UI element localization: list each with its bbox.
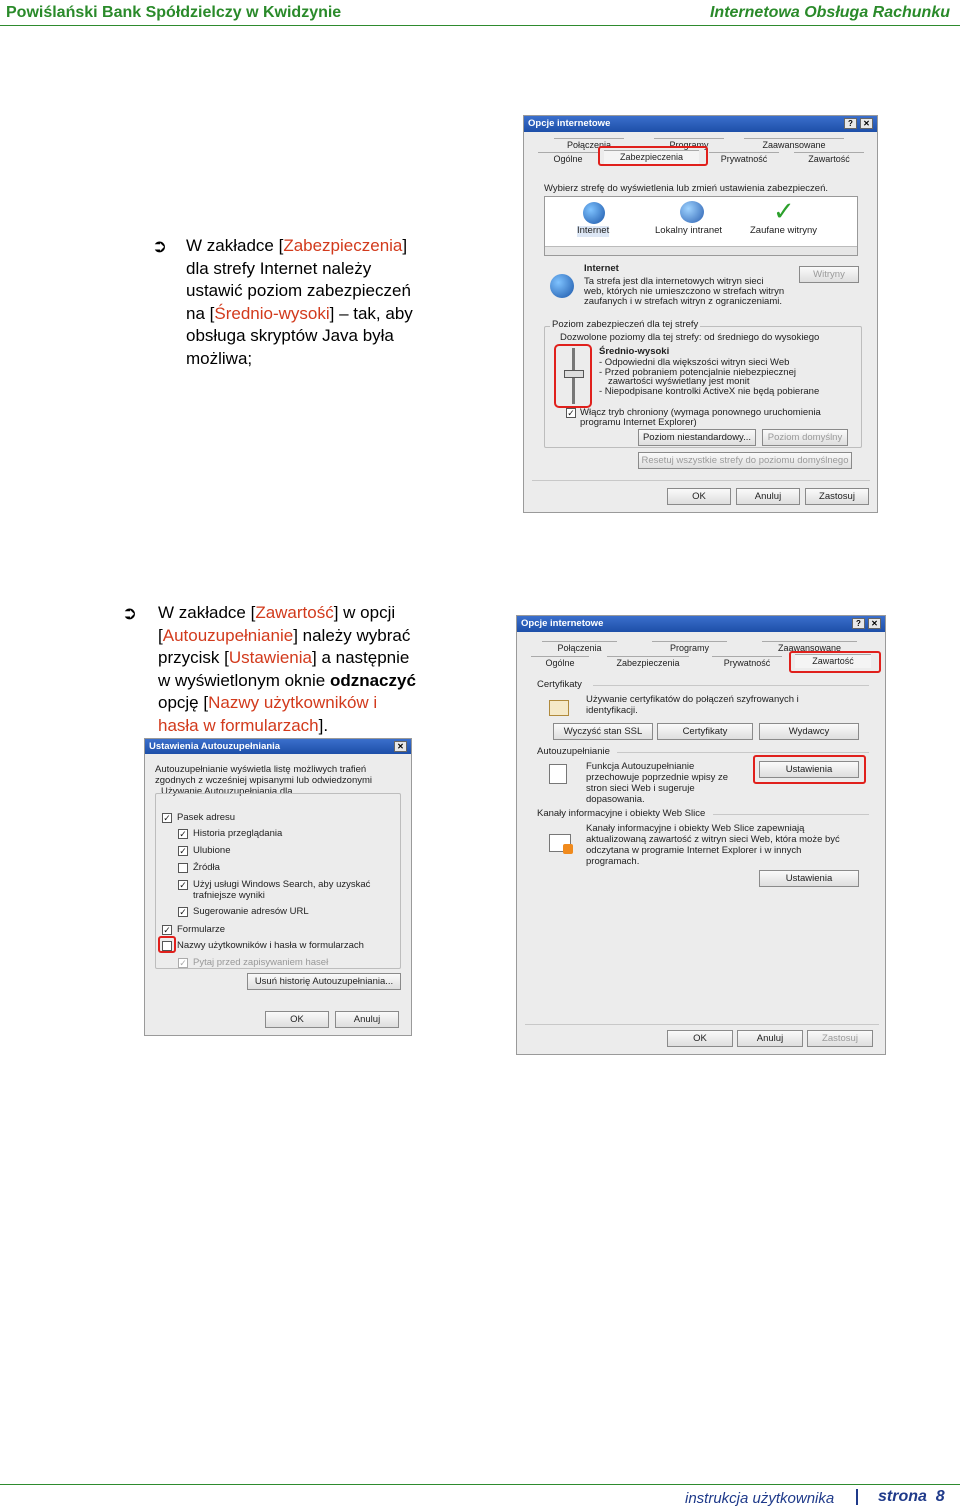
document-title: Internetowa Obsługa Rachunku bbox=[709, 4, 950, 21]
address-bar-label: Pasek adresu bbox=[177, 812, 236, 823]
internet-options-security-dialog bbox=[523, 115, 878, 513]
scrollbar[interactable] bbox=[545, 246, 857, 255]
protected-mode-2: programu Internet Explorer) bbox=[580, 417, 697, 428]
line: obsługa skryptów Java była bbox=[186, 326, 394, 345]
allowed-levels: Dozwolone poziomy dla tej strefy: od średniego do wysokiego bbox=[560, 332, 820, 343]
suggest-urls-label: Sugerowanie adresów URL bbox=[193, 906, 309, 917]
tab-general[interactable]: Ogólne bbox=[538, 152, 598, 166]
autocomplete-ref: Autouzupełnianie bbox=[162, 625, 294, 645]
sources-label: Źródła bbox=[193, 862, 220, 873]
line: dla strefy Internet należy bbox=[186, 258, 372, 278]
certificates-button[interactable]: Certyfikaty bbox=[657, 723, 753, 740]
ok-button[interactable]: OK bbox=[667, 488, 731, 505]
line: na [Średnio-wysoki] – tak, aby bbox=[186, 303, 413, 323]
use-for-label: Używanie Autouzupełniania dla bbox=[161, 786, 293, 797]
line: możliwa; bbox=[186, 348, 253, 368]
ask-save-label: Pytaj przed zapisywaniem haseł bbox=[193, 957, 329, 968]
ok-button[interactable]: OK bbox=[667, 1030, 733, 1047]
level-desc-1: - Odpowiedni dla większości witryn sieci Web bbox=[599, 357, 790, 368]
sources-checkbox[interactable] bbox=[178, 863, 188, 873]
tab-content[interactable]: Zawartość bbox=[794, 152, 864, 166]
title-bar: Ustawienia Autouzupełniania ✕ bbox=[145, 739, 411, 754]
autocomplete-desc-1: Funkcja Autouzupełnianie bbox=[586, 761, 695, 772]
feeds-desc-4: programach. bbox=[586, 856, 640, 867]
page-header bbox=[0, 0, 960, 26]
user-names-label: Nazwy użytkowników i hasła w formularzach bbox=[177, 940, 364, 951]
cert-group-title: Certyfikaty bbox=[537, 679, 582, 690]
tab-advanced[interactable]: Zaawansowane bbox=[744, 138, 844, 152]
windows-search-label-2: trafniejsze wyniki bbox=[193, 890, 265, 901]
favorites-label: Ulubione bbox=[193, 845, 231, 856]
line: W zakładce [Zawartość] w opcji bbox=[158, 603, 396, 622]
apply-button[interactable]: Zastosuj bbox=[807, 1030, 873, 1047]
feeds-desc-1: Kanały informacyjne i obiekty Web Slice zapewniają bbox=[586, 823, 805, 834]
windows-search-label-1: Użyj usługi Windows Search, aby uzyskać bbox=[193, 879, 371, 890]
level-desc-3: zawartości wyświetlany jest monit bbox=[608, 376, 750, 387]
content-tab-ref: Zawartość bbox=[255, 603, 334, 622]
zone-desc-2: web, których nie umieszczono w strefach witryn bbox=[584, 286, 785, 297]
line: ustawić poziom zabezpieczeń bbox=[186, 281, 411, 300]
tab-content[interactable]: Zawartość bbox=[795, 654, 871, 668]
highlight-security-tab bbox=[598, 146, 708, 166]
autocomplete-desc-4: dopasowania. bbox=[586, 794, 645, 805]
zone-title: Internet bbox=[584, 263, 619, 274]
feeds-desc-2: aktualizowaną zawartość z witryn sieci Web, która może być bbox=[586, 834, 840, 845]
history-label: Historia przeglądania bbox=[193, 828, 283, 839]
divider bbox=[532, 480, 870, 481]
zone-intranet[interactable]: Lokalny intranet bbox=[655, 225, 723, 236]
highlight-settings-button bbox=[753, 755, 866, 784]
page-footer bbox=[0, 1484, 960, 1507]
level-ref: Średnio-wysoki bbox=[214, 303, 330, 323]
line: W zakładce [Zabezpieczenia] bbox=[186, 236, 408, 255]
desc-1: Autouzupełnianie wyświetla listę możliwych trafień bbox=[155, 764, 367, 775]
divider bbox=[525, 1024, 879, 1025]
divider bbox=[713, 814, 869, 815]
line: w wyświetlonym oknie odznaczyć bbox=[158, 670, 416, 690]
zone-trusted[interactable]: Zaufane witryny bbox=[750, 225, 818, 236]
close-button[interactable]: ✕ bbox=[868, 618, 881, 629]
arrow-circle-icon: ➲ bbox=[122, 603, 138, 623]
cert-desc-2: identyfikacji. bbox=[586, 705, 638, 716]
cancel-button[interactable]: Anuluj bbox=[736, 488, 800, 505]
highlight-slider bbox=[554, 344, 592, 408]
autocomplete-icon bbox=[549, 764, 567, 784]
arrow-circle-icon: ➲ bbox=[152, 236, 168, 256]
zone-desc-3: zaufanych i w strefach witryn z ograniczeniami. bbox=[584, 296, 782, 307]
level-name: Średnio-wysoki bbox=[599, 346, 670, 357]
delete-history-button[interactable]: Usuń historię Autouzupełniania... bbox=[247, 973, 401, 990]
tab-programs[interactable]: Programy bbox=[654, 138, 724, 152]
custom-level-button[interactable]: Poziom niestandardowy... bbox=[638, 429, 756, 446]
forms-label: Formularze bbox=[177, 924, 226, 935]
autocomplete-settings-button[interactable]: Ustawienia bbox=[759, 761, 859, 778]
publishers-button[interactable]: Wydawcy bbox=[759, 723, 859, 740]
settings-ref: Ustawienia bbox=[228, 648, 312, 667]
line: opcję [Nazwy użytkowników i bbox=[158, 693, 378, 712]
footer-doc-type: instrukcja użytkownika bbox=[685, 1490, 835, 1507]
ok-button[interactable]: OK bbox=[265, 1011, 329, 1028]
divider bbox=[617, 752, 869, 753]
internet-options-content-dialog bbox=[516, 615, 886, 1055]
windows-search-checkbox[interactable]: ✓ bbox=[179, 880, 187, 890]
zone-desc-1: Ta strefa jest dla internetowych witryn sieci bbox=[584, 276, 764, 287]
divider bbox=[593, 685, 869, 686]
line: przycisk [Ustawienia] a następnie bbox=[158, 648, 410, 667]
default-level-button[interactable]: Poziom domyślny bbox=[762, 429, 848, 446]
cancel-button[interactable]: Anuluj bbox=[737, 1030, 803, 1047]
close-button[interactable]: ✕ bbox=[394, 741, 407, 752]
tab-general[interactable]: Ogólne bbox=[531, 656, 589, 670]
globe-icon bbox=[583, 202, 605, 224]
reset-all-button[interactable]: Resetuj wszystkie strefy do poziomu domyślnego bbox=[638, 452, 852, 469]
globe-icon bbox=[550, 274, 574, 298]
page-number: strona 8 bbox=[878, 1488, 945, 1505]
close-button[interactable]: ✕ bbox=[860, 118, 873, 129]
footer-separator bbox=[856, 1489, 858, 1505]
tab-security[interactable]: Zabezpieczenia bbox=[607, 656, 689, 670]
tab-security[interactable]: Zabezpieczenia bbox=[604, 150, 699, 164]
bank-name: Powiślański Bank Spółdzielczy w Kwidzynie bbox=[6, 4, 342, 21]
title-bar: Opcje internetowe ? ✕ bbox=[524, 116, 877, 132]
forms-checkbox[interactable]: ✓ bbox=[163, 925, 171, 935]
autocomplete-desc-2: przechowuje poprzednie wpisy ze bbox=[586, 772, 729, 783]
zone-list bbox=[544, 196, 858, 256]
tab-privacy[interactable]: Prywatność bbox=[709, 152, 779, 166]
address-bar-checkbox[interactable]: ✓ bbox=[163, 813, 171, 823]
tab-programs[interactable]: Programy bbox=[652, 641, 727, 655]
rss-icon bbox=[563, 844, 573, 854]
cert-desc-1: Używanie certyfikatów do połączeń szyfrowanych i bbox=[586, 694, 799, 705]
feeds-group-title: Kanały informacyjne i obiekty Web Slice bbox=[537, 808, 706, 819]
security-tab-ref: Zabezpieczenia bbox=[283, 236, 403, 255]
suggest-urls-checkbox[interactable]: ✓ bbox=[179, 907, 187, 917]
help-button[interactable]: ? bbox=[844, 118, 857, 129]
group-title: Poziom zabezpieczeń dla tej strefy bbox=[552, 319, 699, 330]
feeds-desc-3: odczytana w programie Internet Explorer i w innych bbox=[586, 845, 802, 856]
level-desc-4: - Niepodpisane kontrolki ActiveX nie będą pobierane bbox=[599, 386, 820, 397]
sites-button[interactable]: Witryny bbox=[799, 266, 859, 283]
clear-ssl-button[interactable]: Wyczyść stan SSL bbox=[553, 723, 653, 740]
usernames-ref-1: Nazwy użytkowników i bbox=[208, 693, 378, 712]
zone-prompt: Wybierz strefę do wyświetlenia lub zmień ustawienia zabezpieczeń. bbox=[544, 183, 828, 194]
line: [Autouzupełnianie] należy wybrać bbox=[158, 625, 411, 645]
help-button[interactable]: ? bbox=[852, 618, 865, 629]
tab-privacy[interactable]: Prywatność bbox=[712, 656, 782, 670]
tab-connections[interactable]: Połączenia bbox=[542, 641, 617, 655]
autocomplete-settings-dialog bbox=[144, 738, 412, 1036]
instruction-content bbox=[122, 602, 467, 742]
feeds-settings-button[interactable]: Ustawienia bbox=[759, 870, 859, 887]
highlight-user-names-checkbox bbox=[158, 936, 176, 953]
cancel-button[interactable]: Anuluj bbox=[335, 1011, 399, 1028]
autocomplete-desc-3: stron sieci Web i sugeruje bbox=[586, 783, 695, 794]
favorites-checkbox[interactable]: ✓ bbox=[179, 846, 187, 856]
level-desc-2: - Przed pobraniem potencjalnie niebezpiecznej bbox=[599, 367, 796, 378]
instruction-security bbox=[152, 235, 472, 375]
history-checkbox[interactable]: ✓ bbox=[179, 829, 187, 839]
autocomplete-group-title: Autouzupełnianie bbox=[537, 746, 610, 757]
tab-connections[interactable]: Połączenia bbox=[554, 138, 624, 152]
highlight-content-tab bbox=[789, 651, 881, 673]
intranet-icon bbox=[680, 201, 704, 223]
checkmark-icon: ✓ bbox=[773, 196, 795, 226]
protected-mode-1: Włącz tryb chroniony (wymaga ponownego uruchomienia bbox=[580, 407, 821, 418]
zone-internet[interactable]: Internet bbox=[577, 225, 610, 236]
protected-mode-checkbox[interactable]: ✓ bbox=[567, 408, 575, 418]
desc-2: zgodnych z wcześniej wpisanymi lub odwiedzonymi bbox=[155, 775, 373, 786]
uncheck-emphasis: odznaczyć bbox=[329, 670, 416, 690]
apply-button[interactable]: Zastosuj bbox=[805, 488, 869, 505]
line: hasła w formularzach]. bbox=[158, 715, 329, 735]
certificate-icon bbox=[549, 700, 569, 716]
title-bar: Opcje internetowe ? ✕ bbox=[517, 616, 885, 632]
tab-advanced[interactable]: Zaawansowane bbox=[762, 641, 857, 655]
ask-save-checkbox[interactable]: ✓ bbox=[179, 958, 187, 968]
usernames-ref-2: hasła w formularzach bbox=[158, 715, 319, 735]
